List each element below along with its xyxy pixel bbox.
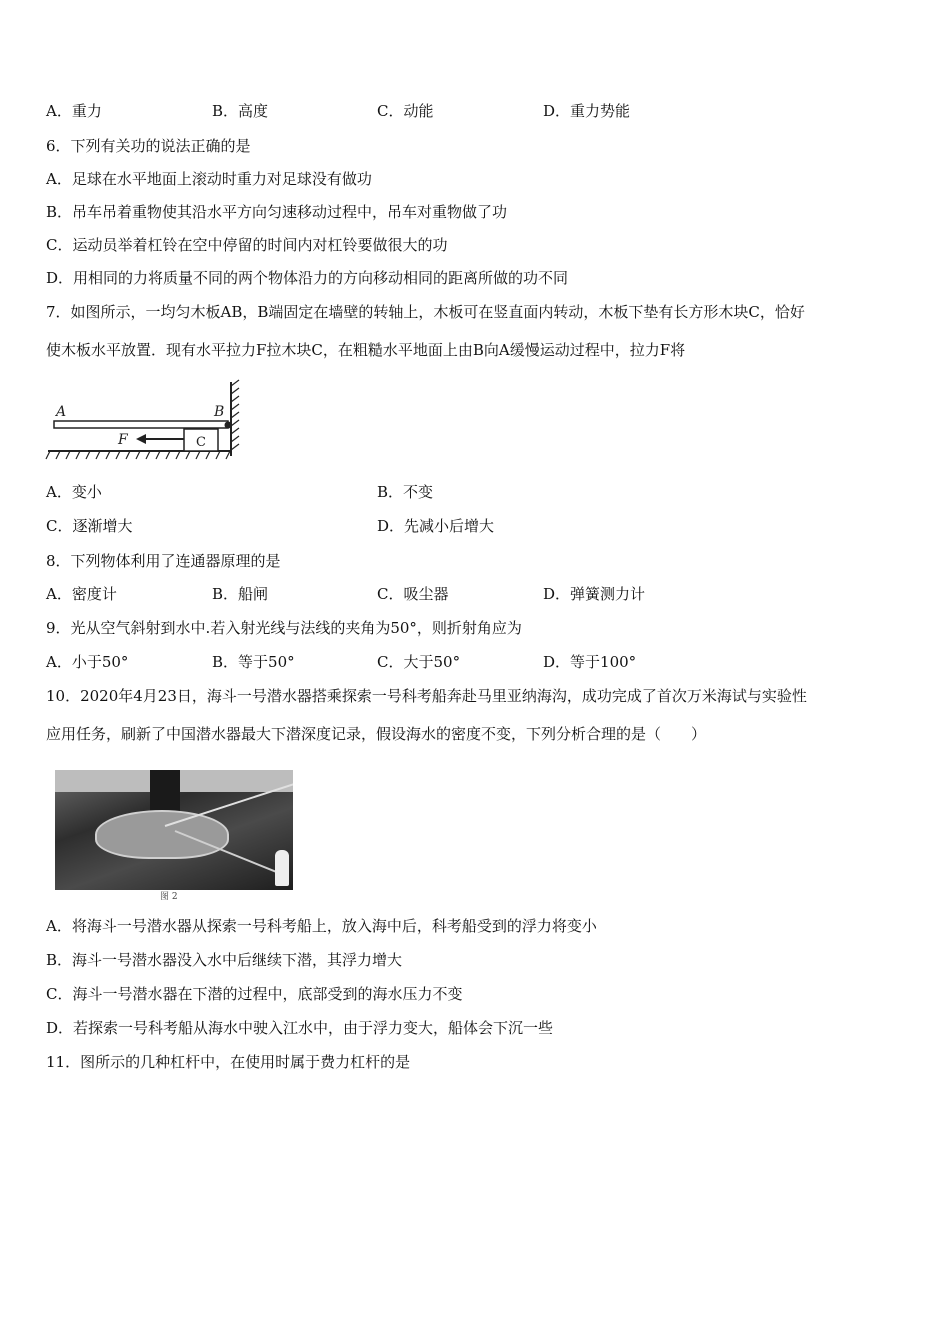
- force-arrowhead: [136, 434, 146, 444]
- q5-option-a: A．重力: [46, 102, 102, 120]
- photo-person: [275, 850, 289, 886]
- q6-option-d: D．用相同的力将质量不同的两个物体沿力的方向移动相同的距离所做的功不同: [46, 269, 569, 287]
- ground-hatching: [46, 451, 230, 459]
- q7-stem-line2: 使木板水平放置．现有水平拉力F拉木块C，在粗糙水平地面上由B向A缓慢运动过程中，拉力F将: [46, 341, 686, 359]
- q7-lever-figure: [44, 378, 244, 464]
- label-a: A: [56, 404, 67, 420]
- q10-option-b: B．海斗一号潜水器没入水中后继续下潜，其浮力增大: [46, 951, 403, 969]
- q10-option-c: C．海斗一号潜水器在下潜的过程中，底部受到的海水压力不变: [46, 985, 463, 1003]
- wall-hatching: [231, 380, 239, 450]
- q10-option-d: D．若探索一号科考船从海水中驶入江水中，由于浮力变大，船体会下沉一些: [46, 1019, 554, 1037]
- photo-submersible: [95, 810, 229, 859]
- photo-crane: [150, 770, 180, 815]
- q7-option-a: A．变小: [46, 483, 102, 501]
- q5-option-d: D．重力势能: [543, 102, 631, 120]
- q9-option-a: A．小于50°: [46, 653, 129, 671]
- q9-option-b: B．等于50°: [212, 653, 295, 671]
- submersible-photo: [55, 770, 293, 890]
- q10-option-a: A．将海斗一号潜水器从探索一号科考船上，放入海中后，科考船受到的浮力将变小: [46, 917, 597, 935]
- label-b: B: [214, 404, 225, 420]
- photo-caption: 图 2: [160, 892, 178, 902]
- q9-option-c: C．大于50°: [377, 653, 461, 671]
- q11-stem: 11．图所示的几种杠杆中，在使用时属于费力杠杆的是: [46, 1053, 411, 1071]
- q6-option-b: B．吊车吊着重物使其沿水平方向匀速移动过程中，吊车对重物做了功: [46, 203, 508, 221]
- q8-option-c: C．吸尘器: [377, 585, 449, 603]
- q8-option-a: A．密度计: [46, 585, 117, 603]
- q10-stem-line1: 10．2020年4月23日，海斗一号潜水器搭乘探索一号科考船奔赴马里亚纳海沟，成功完成了首次万米海试与实验性: [46, 687, 807, 705]
- pivot-b: [225, 422, 232, 429]
- q7-stem-line1: 7．如图所示，一均匀木板AB，B端固定在墙壁的转轴上，木板可在竖直面内转动，木板下垫有长方形木块C，恰好: [46, 303, 805, 321]
- q6-option-a: A．足球在水平地面上滚动时重力对足球没有做功: [46, 170, 372, 188]
- q8-option-d: D．弹簧测力计: [543, 585, 646, 603]
- board-ab: [54, 421, 228, 428]
- q6-option-c: C．运动员举着杠铃在空中停留的时间内对杠铃要做很大的功: [46, 236, 448, 254]
- q8-stem: 8．下列物体利用了连通器原理的是: [46, 552, 281, 570]
- q9-stem: 9．光从空气斜射到水中.若入射光线与法线的夹角为50°，则折射角应为: [46, 619, 522, 637]
- q10-stem-line2: 应用任务，刷新了中国潜水器最大下潜深度记录，假设海水的密度不变，下列分析合理的是（ ）: [46, 725, 707, 743]
- q7-option-b: B．不变: [377, 483, 434, 501]
- q9-option-d: D．等于100°: [543, 653, 637, 671]
- label-c: C: [196, 435, 206, 450]
- q6-stem: 6．下列有关功的说法正确的是: [46, 137, 251, 155]
- q5-option-b: B．高度: [212, 102, 269, 120]
- q8-option-b: B．船闸: [212, 585, 269, 603]
- label-f: F: [118, 432, 128, 448]
- q7-option-d: D．先减小后增大: [377, 517, 495, 535]
- q5-option-c: C．动能: [377, 102, 434, 120]
- q7-option-c: C．逐渐增大: [46, 517, 133, 535]
